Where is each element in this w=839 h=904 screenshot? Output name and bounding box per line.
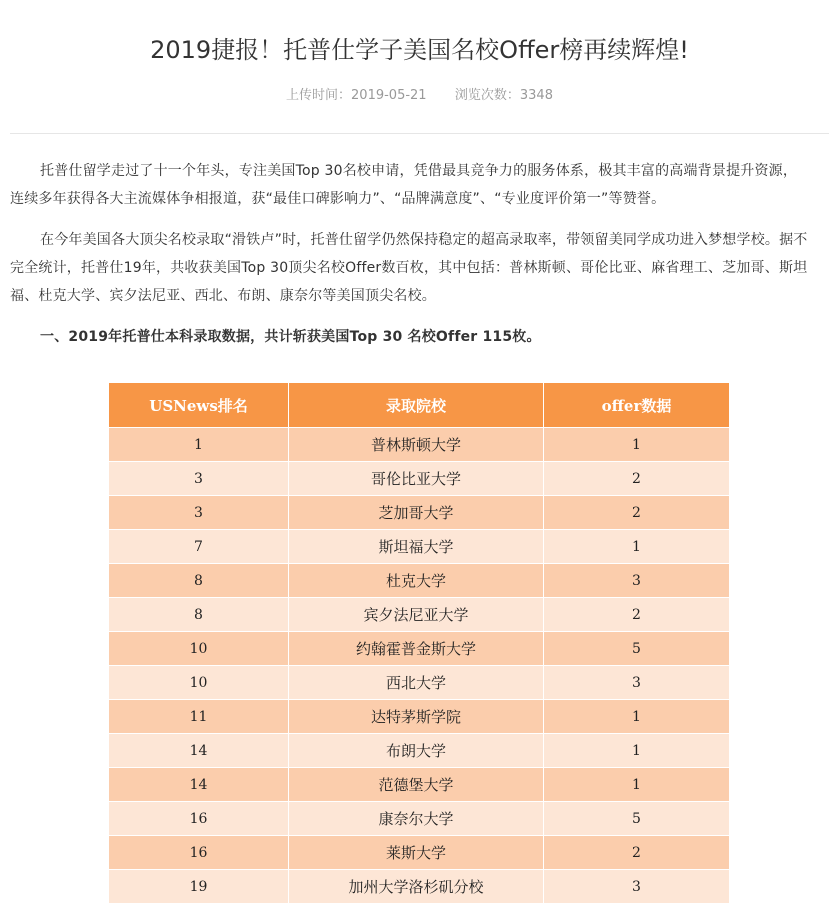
school-cell: 斯坦福大学 <box>289 530 544 564</box>
upload-time: 上传时间：2019-05-21 <box>286 88 427 103</box>
table-row <box>109 496 730 530</box>
rank-cell: 16 <box>109 836 289 870</box>
school-cell: 布朗大学 <box>289 734 544 768</box>
header-divider <box>10 133 829 134</box>
table-body <box>109 428 730 904</box>
view-count: 浏览次数：3348 <box>454 88 553 103</box>
table-row <box>109 632 730 666</box>
table-row <box>109 870 730 904</box>
article-meta <box>0 86 839 106</box>
table-row <box>109 564 730 598</box>
school-cell: 莱斯大学 <box>289 836 544 870</box>
table-row <box>109 836 730 870</box>
rank-cell: 3 <box>109 496 289 530</box>
school-cell: 加州大学洛杉矶分校 <box>289 870 544 904</box>
school-cell: 达特茅斯学院 <box>289 700 544 734</box>
rank-cell: 1 <box>109 428 289 462</box>
table-header-row <box>109 383 730 428</box>
table-row <box>109 666 730 700</box>
offer-count-cell: 1 <box>544 768 730 802</box>
school-cell: 范德堡大学 <box>289 768 544 802</box>
table-row <box>109 700 730 734</box>
school-cell: 哥伦比亚大学 <box>289 462 544 496</box>
rank-cell: 10 <box>109 666 289 700</box>
offer-count-cell: 1 <box>544 428 730 462</box>
article-title: 2019捷报！托普仕学子美国名校Offer榜再续辉煌! <box>150 36 689 64</box>
offer-count-cell: 1 <box>544 700 730 734</box>
rank-cell: 7 <box>109 530 289 564</box>
offer-count-cell: 3 <box>544 564 730 598</box>
school-cell: 约翰霍普金斯大学 <box>289 632 544 666</box>
table-row <box>109 428 730 462</box>
article-body <box>10 157 810 364</box>
admission-paragraph: 在今年美国各大顶尖名校录取“滑铁卢”时，托普仕留学仍然保持稳定的超高录取率，带领留美同学成功进入梦想学校。据不完全统计，托普仕19年，共收获美国Top 30顶尖名校Offer数百枚，其中包括：普林斯顿、哥伦比亚、麻省理工、芝加哥、斯坦福、杜克大学、宾夕法尼亚、西北、布朗、康奈尔等美国顶尖名校。 <box>10 232 808 304</box>
table-row <box>109 462 730 496</box>
offer-count-cell: 5 <box>544 802 730 836</box>
rank-cell: 8 <box>109 598 289 632</box>
table-row <box>109 734 730 768</box>
school-cell: 普林斯顿大学 <box>289 428 544 462</box>
offer-count-cell: 2 <box>544 496 730 530</box>
table-row <box>109 530 730 564</box>
intro-paragraph: 托普仕留学走过了十一个年头，专注美国Top 30名校申请，凭借最具竞争力的服务体系，极其丰富的高端背景提升资源，连续多年获得各大主流媒体争相报道，获“最佳口碑影响力”、“品牌满意度”、“专业度评价第一”等赞誉。 <box>10 163 798 207</box>
offer-count-cell: 3 <box>544 666 730 700</box>
offer-count-cell: 2 <box>544 598 730 632</box>
school-cell: 康奈尔大学 <box>289 802 544 836</box>
offer-count-cell: 1 <box>544 734 730 768</box>
rank-cell: 8 <box>109 564 289 598</box>
offer-count-cell: 5 <box>544 632 730 666</box>
rank-cell: 16 <box>109 802 289 836</box>
header-usnews-rank: USNews排名 <box>109 383 289 428</box>
header-school: 录取院校 <box>289 383 544 428</box>
table-row <box>109 598 730 632</box>
rank-cell: 11 <box>109 700 289 734</box>
offer-table <box>108 382 730 904</box>
section-heading: 一、2019年托普仕本科录取数据，共计斩获美国Top 30 名校Offer 115枚。 <box>40 329 541 345</box>
rank-cell: 10 <box>109 632 289 666</box>
rank-cell: 14 <box>109 768 289 802</box>
rank-cell: 3 <box>109 462 289 496</box>
offer-table-container <box>108 382 729 904</box>
offer-count-cell: 2 <box>544 462 730 496</box>
table-row <box>109 768 730 802</box>
table-row <box>109 802 730 836</box>
rank-cell: 14 <box>109 734 289 768</box>
school-cell: 宾夕法尼亚大学 <box>289 598 544 632</box>
offer-count-cell: 2 <box>544 836 730 870</box>
rank-cell: 19 <box>109 870 289 904</box>
offer-count-cell: 3 <box>544 870 730 904</box>
header-offer-count: offer数据 <box>544 383 730 428</box>
school-cell: 西北大学 <box>289 666 544 700</box>
offer-count-cell: 1 <box>544 530 730 564</box>
school-cell: 芝加哥大学 <box>289 496 544 530</box>
school-cell: 杜克大学 <box>289 564 544 598</box>
